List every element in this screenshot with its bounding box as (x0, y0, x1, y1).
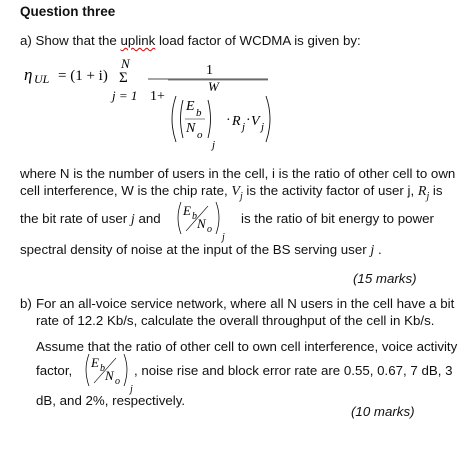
eb-letter: E (186, 99, 195, 114)
definition-line-2-mid: is the activity factor of user j, (246, 183, 415, 198)
part-b-label: b) (20, 296, 32, 311)
v-j-symbol: $V_j$ (231, 184, 243, 202)
v-letter: V (251, 114, 260, 129)
one-plus: 1+ (150, 89, 165, 104)
svg-text:N: N (197, 216, 206, 231)
part-a-marks: (15 marks) (353, 271, 417, 286)
r-j-subscript: j (242, 121, 246, 133)
no-letter: N (186, 121, 196, 136)
r-j-symbol: $R_j$ (417, 184, 430, 202)
left-paren (172, 96, 176, 142)
part-b-line-5: dB, and 2%, respectively. (36, 393, 186, 408)
svg-text:b: b (100, 363, 105, 374)
part-b-line-4-start: factor, (36, 363, 73, 378)
part-a-prefix: a) Show that the (20, 33, 121, 48)
no-subscript: o (197, 129, 203, 141)
sum-symbol: Σ (119, 70, 128, 86)
definition-line-1: where N is the number of users in the cell, i is the ratio of other cell to own (20, 166, 456, 181)
part-b-line-1: For an all-voice service network, where all N users in the cell have a bit (36, 296, 455, 311)
part-a-suffix: load factor of WCDMA is given by: (155, 33, 361, 48)
dot-one: · (226, 113, 231, 128)
eb-subscript: b (196, 107, 202, 119)
definition-line-3-end: is the ratio of bit energy to power (241, 211, 434, 226)
part-b-marks: (10 marks) (351, 404, 415, 419)
svg-text:o: o (115, 376, 120, 387)
part-b-line-4-end: , noise rise and block error rate are 0.55, 0.67, 7 dB, 3 (134, 363, 453, 378)
eb-no-j-subscript: j (212, 139, 216, 151)
sum-upper-limit: N (121, 58, 130, 71)
svg-text:E: E (91, 355, 99, 370)
definition-line-2-start: cell interference, W is the chip rate, (20, 183, 228, 198)
part-a-intro (20, 33, 361, 48)
svg-text:j: j (222, 232, 225, 243)
sum-lower-limit: j = 1 (112, 88, 138, 103)
part-b-line-2: rate of 12.2 Kb/s, calculate the overall throughput of the cell in Kb/s. (36, 313, 435, 328)
svg-text:N: N (105, 368, 114, 383)
question-title: Question three (20, 4, 116, 19)
eta-symbol: η (24, 65, 33, 84)
eb-no-j-inline (172, 198, 232, 244)
uplink-load-factor-formula (0, 58, 300, 158)
eta-subscript: UL (34, 72, 50, 86)
svg-text:b: b (192, 211, 197, 222)
svg-text:o: o (207, 224, 212, 235)
inner-left-paren (181, 100, 184, 138)
numerator-one: 1 (206, 63, 213, 78)
definition-line-2-end: is (432, 183, 443, 198)
v-j-subscript: j (261, 121, 265, 133)
part-b-line-3: Assume that the ratio of other cell to own cell interference, voice activity (36, 339, 458, 354)
r-letter: R (232, 114, 241, 129)
dot-two: · (246, 113, 251, 128)
svg-text:j: j (130, 384, 133, 395)
svg-text:E: E (183, 203, 191, 218)
formula-equals: = (1 + i) (58, 68, 108, 84)
definition-line-4: spectral density of noise at the input of the BS serving user j . (20, 242, 382, 258)
right-paren (266, 96, 270, 142)
eb-no-j-inline-b (80, 350, 142, 396)
uplink-word: uplink (120, 33, 156, 48)
chip-rate-w: W (208, 79, 219, 94)
inner-right-paren (208, 100, 211, 138)
definition-line-3-start: the bit rate of user j and (20, 211, 161, 227)
